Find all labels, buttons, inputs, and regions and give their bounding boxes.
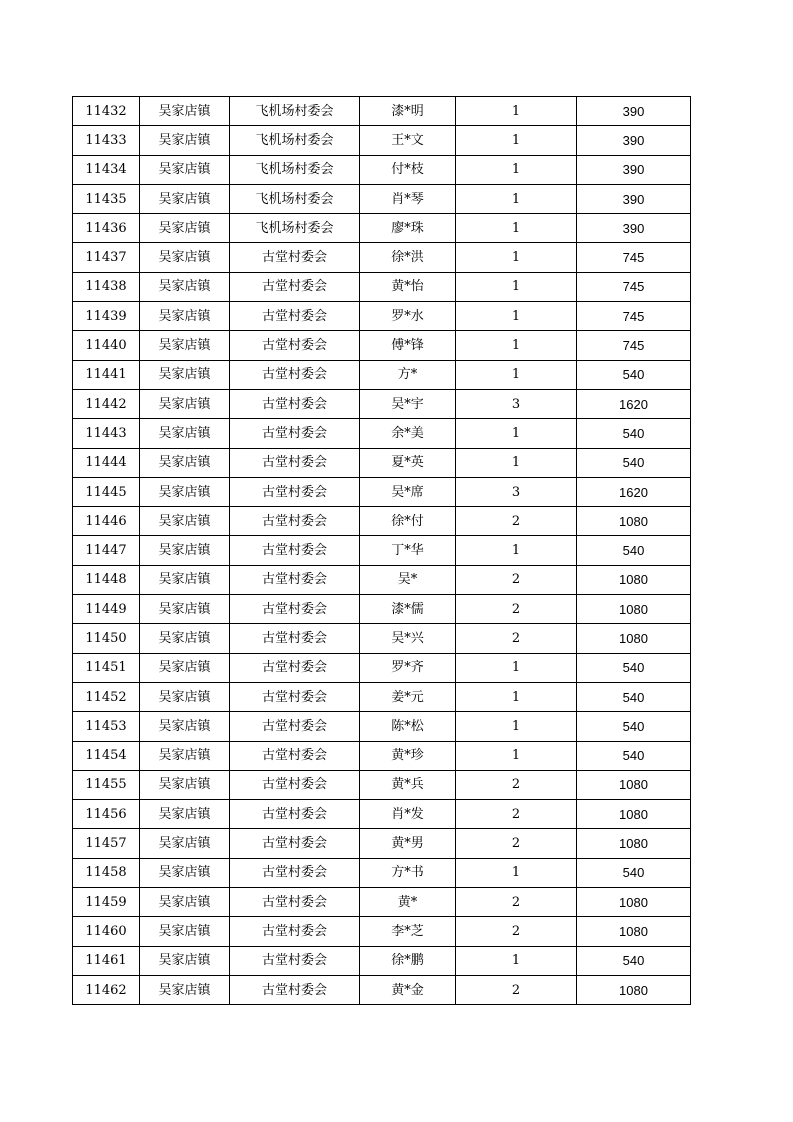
amount-cell: 540 <box>577 360 691 389</box>
serial-number-cell: 11460 <box>73 917 140 946</box>
town-cell: 吴家店镇 <box>140 741 230 770</box>
name-cell: 余*美 <box>360 419 456 448</box>
town-cell: 吴家店镇 <box>140 507 230 536</box>
table-row <box>73 829 691 858</box>
village-committee-cell: 古堂村委会 <box>230 829 360 858</box>
household-count-cell: 2 <box>456 595 577 624</box>
document-table-container <box>72 96 690 1005</box>
name-cell: 黄*兵 <box>360 770 456 799</box>
household-count-cell: 1 <box>456 243 577 272</box>
village-committee-cell: 飞机场村委会 <box>230 184 360 213</box>
serial-number-cell: 11458 <box>73 858 140 887</box>
amount-cell: 1620 <box>577 389 691 418</box>
household-count-cell: 1 <box>456 214 577 243</box>
serial-number-cell: 11448 <box>73 565 140 594</box>
serial-number-cell: 11446 <box>73 507 140 536</box>
village-committee-cell: 古堂村委会 <box>230 565 360 594</box>
town-cell: 吴家店镇 <box>140 946 230 975</box>
household-count-cell: 3 <box>456 389 577 418</box>
town-cell: 吴家店镇 <box>140 712 230 741</box>
household-count-cell: 2 <box>456 975 577 1004</box>
town-cell: 吴家店镇 <box>140 477 230 506</box>
table-row <box>73 595 691 624</box>
town-cell: 吴家店镇 <box>140 682 230 711</box>
table-row <box>73 389 691 418</box>
serial-number-cell: 11457 <box>73 829 140 858</box>
amount-cell: 1080 <box>577 595 691 624</box>
town-cell: 吴家店镇 <box>140 975 230 1004</box>
name-cell: 吴*宇 <box>360 389 456 418</box>
village-committee-cell: 飞机场村委会 <box>230 97 360 126</box>
amount-cell: 1080 <box>577 770 691 799</box>
table-row <box>73 302 691 331</box>
amount-cell: 390 <box>577 184 691 213</box>
town-cell: 吴家店镇 <box>140 770 230 799</box>
village-committee-cell: 古堂村委会 <box>230 682 360 711</box>
table-row <box>73 917 691 946</box>
name-cell: 傅*锋 <box>360 331 456 360</box>
household-count-cell: 1 <box>456 272 577 301</box>
table-row <box>73 682 691 711</box>
table-row <box>73 184 691 213</box>
town-cell: 吴家店镇 <box>140 595 230 624</box>
table-row <box>73 243 691 272</box>
table-row <box>73 565 691 594</box>
amount-cell: 1080 <box>577 800 691 829</box>
household-count-cell: 1 <box>456 331 577 360</box>
serial-number-cell: 11437 <box>73 243 140 272</box>
town-cell: 吴家店镇 <box>140 97 230 126</box>
town-cell: 吴家店镇 <box>140 419 230 448</box>
village-committee-cell: 古堂村委会 <box>230 477 360 506</box>
table-row <box>73 800 691 829</box>
name-cell: 黄* <box>360 888 456 917</box>
table-row <box>73 419 691 448</box>
amount-cell: 390 <box>577 214 691 243</box>
village-committee-cell: 古堂村委会 <box>230 536 360 565</box>
name-cell: 黄*金 <box>360 975 456 1004</box>
name-cell: 夏*英 <box>360 448 456 477</box>
village-committee-cell: 古堂村委会 <box>230 624 360 653</box>
name-cell: 吴* <box>360 565 456 594</box>
table-row <box>73 946 691 975</box>
household-count-cell: 2 <box>456 507 577 536</box>
town-cell: 吴家店镇 <box>140 536 230 565</box>
table-row <box>73 331 691 360</box>
household-count-cell: 1 <box>456 712 577 741</box>
serial-number-cell: 11440 <box>73 331 140 360</box>
household-count-cell: 1 <box>456 858 577 887</box>
amount-cell: 745 <box>577 243 691 272</box>
serial-number-cell: 11444 <box>73 448 140 477</box>
serial-number-cell: 11441 <box>73 360 140 389</box>
household-count-cell: 2 <box>456 624 577 653</box>
household-count-cell: 1 <box>456 184 577 213</box>
town-cell: 吴家店镇 <box>140 448 230 477</box>
town-cell: 吴家店镇 <box>140 302 230 331</box>
household-count-cell: 1 <box>456 741 577 770</box>
serial-number-cell: 11454 <box>73 741 140 770</box>
table-row <box>73 858 691 887</box>
name-cell: 漆*儒 <box>360 595 456 624</box>
town-cell: 吴家店镇 <box>140 888 230 917</box>
household-count-cell: 1 <box>456 946 577 975</box>
village-committee-cell: 古堂村委会 <box>230 331 360 360</box>
village-committee-cell: 古堂村委会 <box>230 653 360 682</box>
town-cell: 吴家店镇 <box>140 331 230 360</box>
household-count-cell: 2 <box>456 770 577 799</box>
table-row <box>73 360 691 389</box>
town-cell: 吴家店镇 <box>140 389 230 418</box>
name-cell: 徐*鹏 <box>360 946 456 975</box>
household-count-cell: 1 <box>456 653 577 682</box>
village-committee-cell: 飞机场村委会 <box>230 155 360 184</box>
serial-number-cell: 11456 <box>73 800 140 829</box>
household-count-cell: 2 <box>456 800 577 829</box>
village-committee-cell: 古堂村委会 <box>230 448 360 477</box>
records-table <box>72 96 691 1005</box>
serial-number-cell: 11451 <box>73 653 140 682</box>
amount-cell: 540 <box>577 448 691 477</box>
records-table-body <box>73 97 691 1005</box>
name-cell: 漆*明 <box>360 97 456 126</box>
household-count-cell: 2 <box>456 917 577 946</box>
town-cell: 吴家店镇 <box>140 243 230 272</box>
serial-number-cell: 11435 <box>73 184 140 213</box>
household-count-cell: 1 <box>456 97 577 126</box>
village-committee-cell: 古堂村委会 <box>230 741 360 770</box>
village-committee-cell: 古堂村委会 <box>230 302 360 331</box>
town-cell: 吴家店镇 <box>140 126 230 155</box>
name-cell: 姜*元 <box>360 682 456 711</box>
village-committee-cell: 古堂村委会 <box>230 595 360 624</box>
name-cell: 黄*珍 <box>360 741 456 770</box>
town-cell: 吴家店镇 <box>140 565 230 594</box>
village-committee-cell: 古堂村委会 <box>230 419 360 448</box>
name-cell: 肖*琴 <box>360 184 456 213</box>
town-cell: 吴家店镇 <box>140 184 230 213</box>
name-cell: 吴*席 <box>360 477 456 506</box>
amount-cell: 540 <box>577 712 691 741</box>
household-count-cell: 2 <box>456 829 577 858</box>
amount-cell: 390 <box>577 155 691 184</box>
household-count-cell: 1 <box>456 448 577 477</box>
town-cell: 吴家店镇 <box>140 155 230 184</box>
serial-number-cell: 11459 <box>73 888 140 917</box>
name-cell: 陈*松 <box>360 712 456 741</box>
amount-cell: 540 <box>577 536 691 565</box>
amount-cell: 540 <box>577 682 691 711</box>
village-committee-cell: 古堂村委会 <box>230 888 360 917</box>
name-cell: 徐*付 <box>360 507 456 536</box>
household-count-cell: 2 <box>456 565 577 594</box>
name-cell: 付*枝 <box>360 155 456 184</box>
household-count-cell: 2 <box>456 888 577 917</box>
serial-number-cell: 11452 <box>73 682 140 711</box>
name-cell: 罗*水 <box>360 302 456 331</box>
town-cell: 吴家店镇 <box>140 829 230 858</box>
household-count-cell: 1 <box>456 419 577 448</box>
town-cell: 吴家店镇 <box>140 624 230 653</box>
name-cell: 黄*怡 <box>360 272 456 301</box>
amount-cell: 1080 <box>577 917 691 946</box>
amount-cell: 390 <box>577 97 691 126</box>
amount-cell: 1080 <box>577 829 691 858</box>
table-row <box>73 507 691 536</box>
name-cell: 罗*齐 <box>360 653 456 682</box>
table-row <box>73 448 691 477</box>
village-committee-cell: 古堂村委会 <box>230 360 360 389</box>
village-committee-cell: 飞机场村委会 <box>230 214 360 243</box>
serial-number-cell: 11455 <box>73 770 140 799</box>
village-committee-cell: 古堂村委会 <box>230 946 360 975</box>
town-cell: 吴家店镇 <box>140 917 230 946</box>
town-cell: 吴家店镇 <box>140 360 230 389</box>
name-cell: 王*文 <box>360 126 456 155</box>
town-cell: 吴家店镇 <box>140 800 230 829</box>
table-row <box>73 624 691 653</box>
serial-number-cell: 11438 <box>73 272 140 301</box>
village-committee-cell: 飞机场村委会 <box>230 126 360 155</box>
amount-cell: 1080 <box>577 565 691 594</box>
village-committee-cell: 古堂村委会 <box>230 975 360 1004</box>
table-row <box>73 741 691 770</box>
town-cell: 吴家店镇 <box>140 858 230 887</box>
village-committee-cell: 古堂村委会 <box>230 770 360 799</box>
name-cell: 方* <box>360 360 456 389</box>
serial-number-cell: 11433 <box>73 126 140 155</box>
amount-cell: 1080 <box>577 507 691 536</box>
household-count-cell: 1 <box>456 155 577 184</box>
household-count-cell: 1 <box>456 126 577 155</box>
amount-cell: 390 <box>577 126 691 155</box>
village-committee-cell: 古堂村委会 <box>230 243 360 272</box>
serial-number-cell: 11445 <box>73 477 140 506</box>
amount-cell: 540 <box>577 741 691 770</box>
serial-number-cell: 11453 <box>73 712 140 741</box>
amount-cell: 745 <box>577 272 691 301</box>
serial-number-cell: 11442 <box>73 389 140 418</box>
household-count-cell: 1 <box>456 360 577 389</box>
name-cell: 黄*男 <box>360 829 456 858</box>
amount-cell: 540 <box>577 419 691 448</box>
serial-number-cell: 11461 <box>73 946 140 975</box>
table-row <box>73 272 691 301</box>
household-count-cell: 3 <box>456 477 577 506</box>
village-committee-cell: 古堂村委会 <box>230 389 360 418</box>
serial-number-cell: 11450 <box>73 624 140 653</box>
amount-cell: 1620 <box>577 477 691 506</box>
name-cell: 方*书 <box>360 858 456 887</box>
household-count-cell: 1 <box>456 302 577 331</box>
table-row <box>73 888 691 917</box>
name-cell: 廖*珠 <box>360 214 456 243</box>
table-row <box>73 653 691 682</box>
amount-cell: 540 <box>577 653 691 682</box>
table-row <box>73 975 691 1004</box>
name-cell: 吴*兴 <box>360 624 456 653</box>
table-row <box>73 214 691 243</box>
village-committee-cell: 古堂村委会 <box>230 507 360 536</box>
serial-number-cell: 11434 <box>73 155 140 184</box>
amount-cell: 745 <box>577 302 691 331</box>
household-count-cell: 1 <box>456 536 577 565</box>
name-cell: 徐*洪 <box>360 243 456 272</box>
table-row <box>73 126 691 155</box>
serial-number-cell: 11436 <box>73 214 140 243</box>
household-count-cell: 1 <box>456 682 577 711</box>
table-row <box>73 155 691 184</box>
table-row <box>73 712 691 741</box>
serial-number-cell: 11439 <box>73 302 140 331</box>
amount-cell: 1080 <box>577 624 691 653</box>
village-committee-cell: 古堂村委会 <box>230 917 360 946</box>
village-committee-cell: 古堂村委会 <box>230 800 360 829</box>
amount-cell: 540 <box>577 858 691 887</box>
amount-cell: 745 <box>577 331 691 360</box>
serial-number-cell: 11432 <box>73 97 140 126</box>
serial-number-cell: 11447 <box>73 536 140 565</box>
table-row <box>73 97 691 126</box>
amount-cell: 1080 <box>577 975 691 1004</box>
table-row <box>73 536 691 565</box>
amount-cell: 1080 <box>577 888 691 917</box>
town-cell: 吴家店镇 <box>140 214 230 243</box>
name-cell: 李*芝 <box>360 917 456 946</box>
table-row <box>73 770 691 799</box>
town-cell: 吴家店镇 <box>140 653 230 682</box>
amount-cell: 540 <box>577 946 691 975</box>
name-cell: 肖*发 <box>360 800 456 829</box>
village-committee-cell: 古堂村委会 <box>230 858 360 887</box>
village-committee-cell: 古堂村委会 <box>230 272 360 301</box>
name-cell: 丁*华 <box>360 536 456 565</box>
serial-number-cell: 11443 <box>73 419 140 448</box>
table-row <box>73 477 691 506</box>
serial-number-cell: 11462 <box>73 975 140 1004</box>
village-committee-cell: 古堂村委会 <box>230 712 360 741</box>
town-cell: 吴家店镇 <box>140 272 230 301</box>
serial-number-cell: 11449 <box>73 595 140 624</box>
